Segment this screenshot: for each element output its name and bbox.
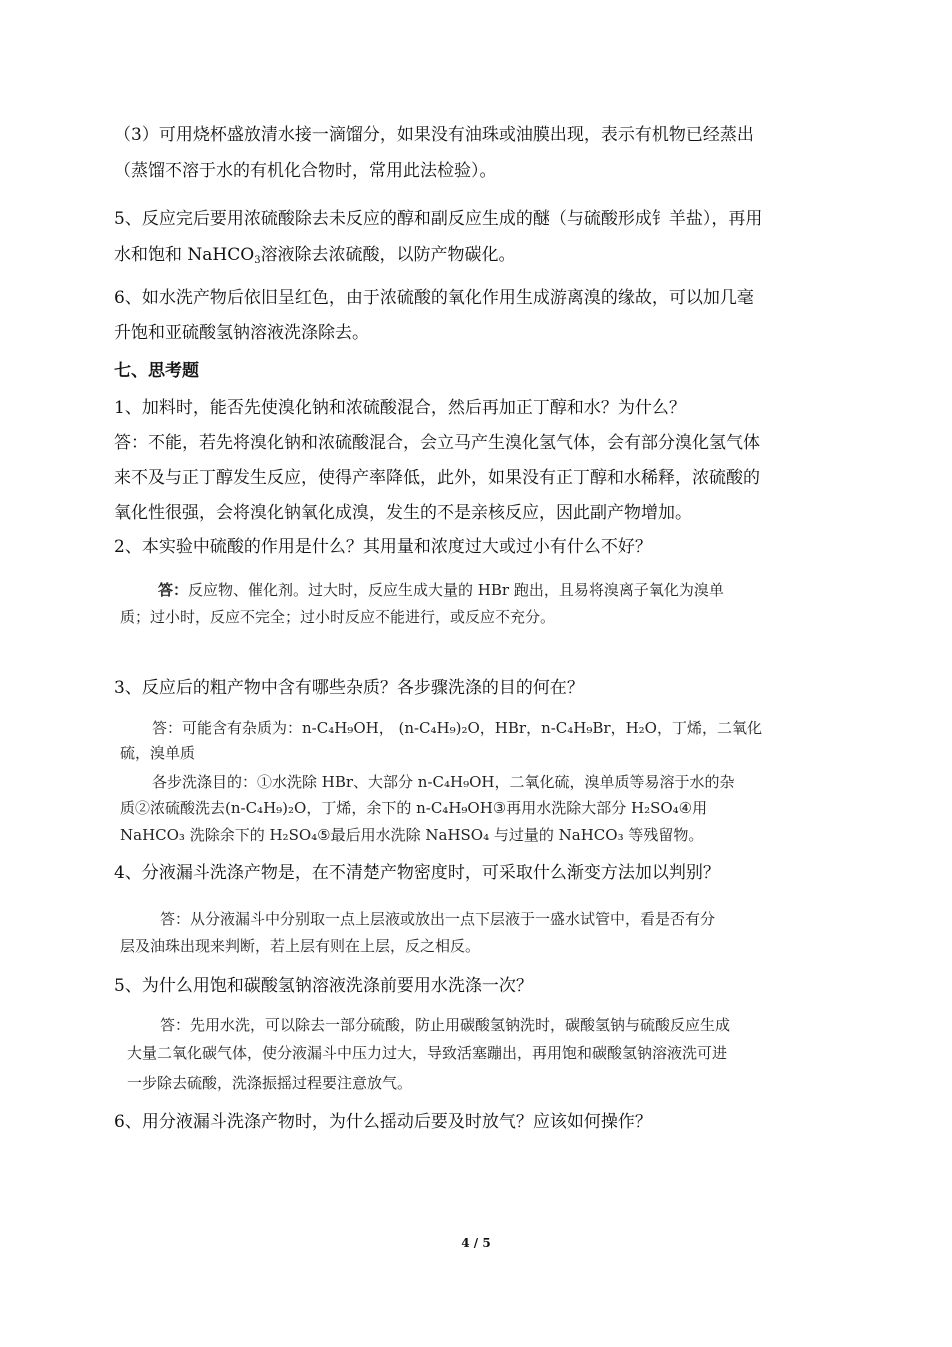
q3-answer-line1: 答：可能含有杂质为：n-C₄H₉OH， (n-C₄H₉)₂O，HBr，n-C₄H₉Br，H₂O，丁烯，二氧化	[152, 719, 762, 737]
note5-text-b: 溶液除去浓硫酸，以防产物碳化。	[260, 245, 516, 265]
note5-line2	[114, 244, 516, 266]
note5-subscript: 3	[254, 255, 261, 266]
q3-answer-line5: NaHCO₃ 洗除余下的 H₂SO₄⑤最后用水洗除 NaHSO₄ 与过量的 NaHCO₃ 等残留物。	[120, 826, 704, 844]
q2-answer-label: 答：	[158, 581, 189, 599]
q5-answer-line3: 一步除去硫酸，洗涤振摇过程要注意放气。	[127, 1074, 413, 1092]
q1-answer-line1: 答：不能，若先将溴化钠和浓硫酸混合，会立马产生溴化氢气体，会有部分溴化氢气体	[114, 433, 760, 453]
page-number: 4 / 5	[461, 1236, 491, 1250]
q2-question: 2、本实验中硫酸的作用是什么？其用量和浓度过大或过小有什么不好？	[114, 537, 652, 557]
q1-answer-line3: 氧化性很强，会将溴化钠氧化成溴，发生的不是亲核反应，因此副产物增加。	[114, 503, 692, 523]
section-title: 七、思考题	[114, 361, 199, 381]
q3-question: 3、反应后的粗产物中含有哪些杂质？各步骤洗涤的目的何在？	[114, 678, 584, 698]
q2-answer-text: 反应物、催化剂。过大时，反应生成大量的 HBr 跑出，且易将溴离子氧化为溴单	[188, 581, 724, 599]
q2-answer-line2: 质；过小时，反应不完全；过小时反应不能进行，或反应不充分。	[120, 608, 556, 626]
q1-answer-line2: 来不及与正丁醇发生反应，使得产率降低，此外，如果没有正丁醇和水稀释，浓硫酸的	[114, 468, 760, 488]
q6-question: 6、用分液漏斗洗涤产物时，为什么摇动后要及时放气？应该如何操作？	[114, 1112, 652, 1132]
note3-line2: （蒸馏不溶于水的有机化合物时，常用此法检验）。	[114, 161, 497, 181]
note5-text-a: 水和饱和 NaHCO	[114, 245, 255, 265]
q3-answer-line3: 各步洗涤目的：①水洗除 HBr、大部分 n-C₄H₉OH，二氧化硫，溴单质等易溶于水的杂	[152, 773, 735, 791]
q4-answer-line1: 答：从分液漏斗中分别取一点上层液或放出一点下层液于一盛水试管中，看是否有分	[160, 910, 716, 928]
q4-question: 4、分液漏斗洗涤产物是，在不清楚产物密度时，可采取什么渐变方法加以判别？	[114, 863, 720, 883]
q3-answer-line2: 硫，溴单质	[120, 744, 196, 762]
note6-line2: 升饱和亚硫酸氢钠溶液洗涤除去。	[114, 323, 369, 343]
q1-question: 1、加料时，能否先使溴化钠和浓硫酸混合，然后再加正丁醇和水？为什么？	[114, 398, 686, 418]
q4-answer-line2: 层及油珠出现来判断，若上层有则在上层，反之相反。	[120, 937, 481, 955]
note6-line1: 6、如水洗产物后依旧呈红色，由于浓硫酸的氧化作用生成游离溴的缘故，可以加几毫	[114, 288, 754, 308]
q5-question: 5、为什么用饱和碳酸氢钠溶液洗涤前要用水洗涤一次？	[114, 976, 533, 996]
q3-answer-line4: 质②浓硫酸洗去(n-C₄H₉)₂O，丁烯，余下的 n-C₄H₉OH③再用水洗除大部分 H₂SO₄④用	[120, 799, 708, 817]
note5-line1: 5、反应完后要用浓硫酸除去未反应的醇和副反应生成的醚（与硫酸形成钅羊盐），再用	[114, 209, 763, 229]
q2-answer-line1	[158, 580, 724, 600]
q5-answer-line1: 答：先用水洗，可以除去一部分硫酸，防止用碳酸氢钠洗时，碳酸氢钠与硫酸反应生成	[160, 1016, 731, 1034]
q5-answer-line2: 大量二氧化碳气体，使分液漏斗中压力过大，导致活塞蹦出，再用饱和碳酸氢钠溶液洗可进	[127, 1044, 728, 1062]
note3-line1: （3）可用烧杯盛放清水接一滴馏分，如果没有油珠或油膜出现，表示有机物已经蒸出	[114, 125, 754, 145]
